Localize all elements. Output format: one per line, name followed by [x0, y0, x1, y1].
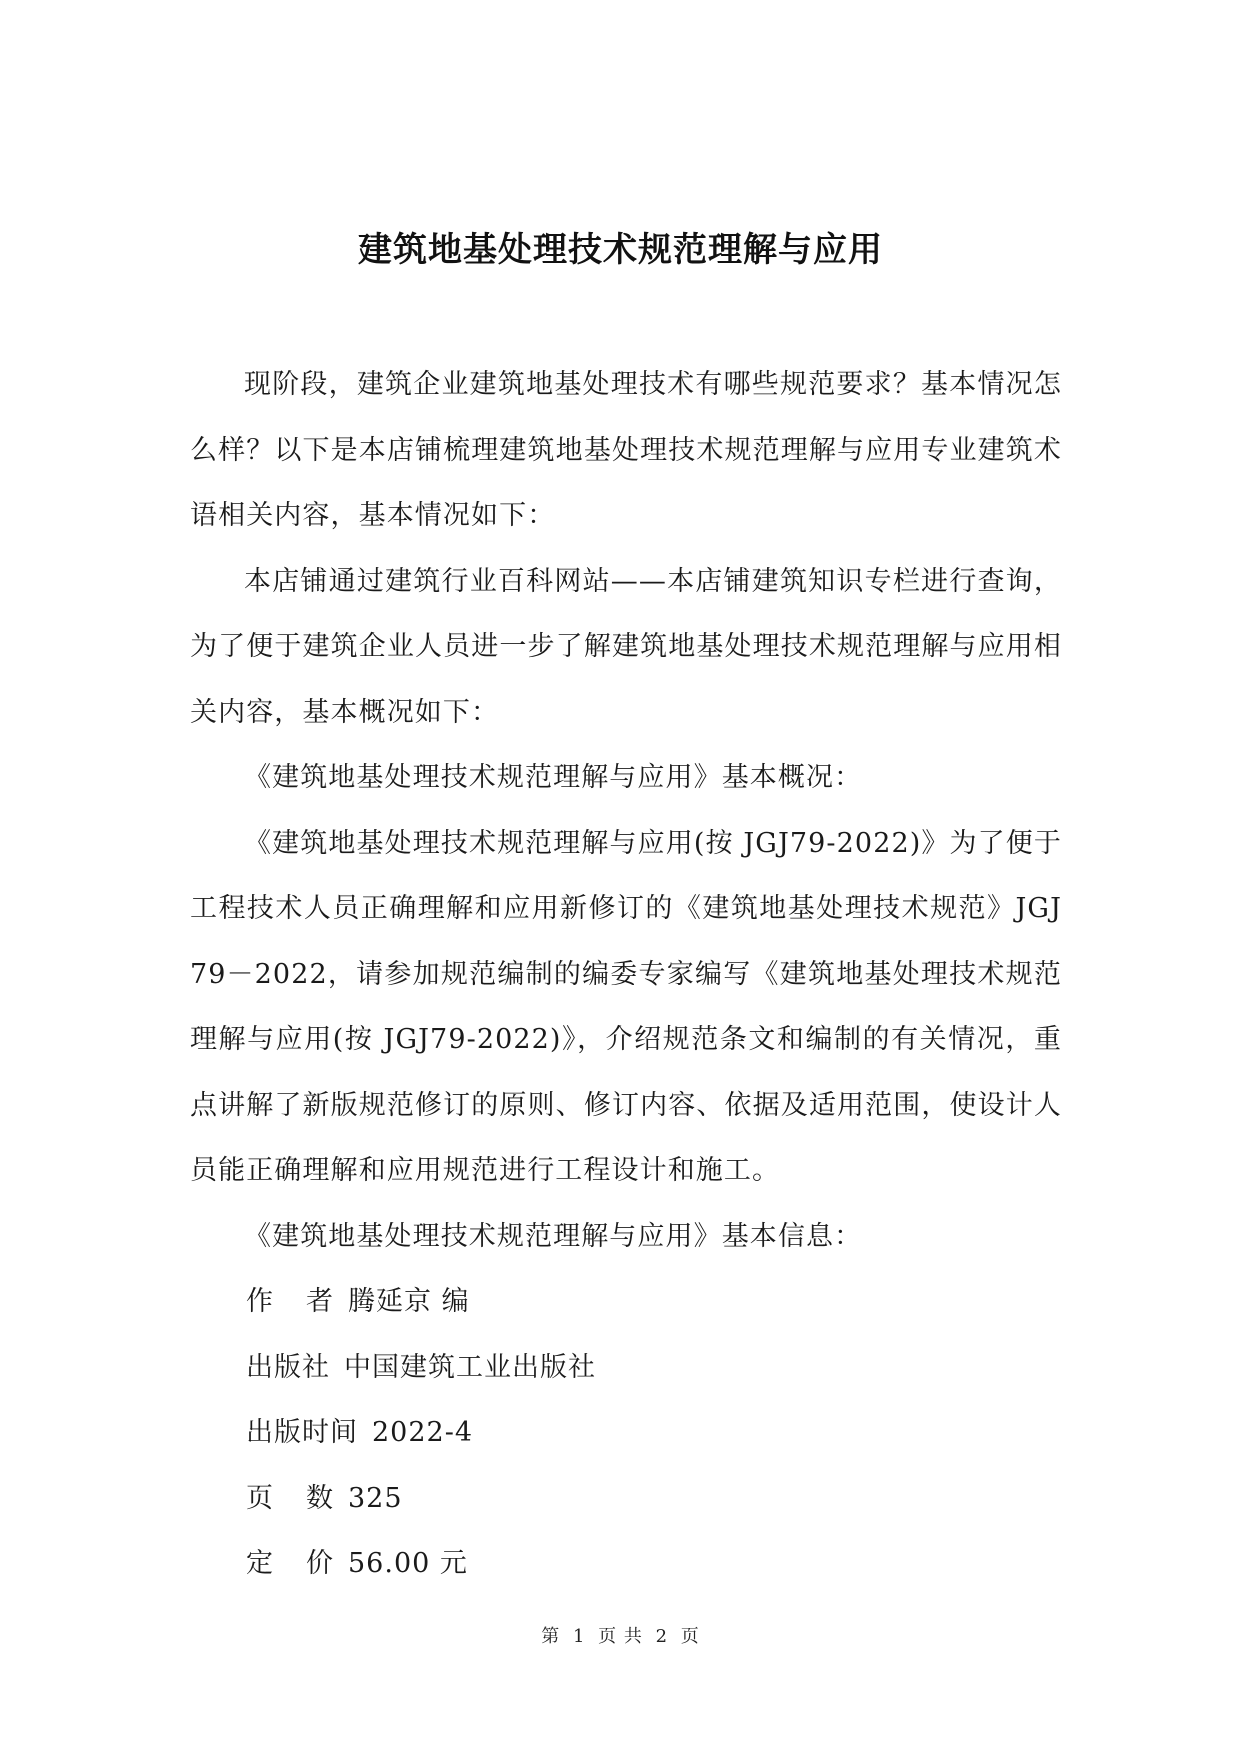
info-value-price: 56.00 元	[348, 1548, 468, 1579]
footer-prefix: 第	[541, 1626, 561, 1647]
info-label-author-char: 者	[306, 1286, 334, 1317]
info-label-author	[246, 1269, 334, 1335]
info-label-pages-char: 页	[246, 1482, 274, 1514]
info-row-pages	[190, 1466, 1062, 1532]
info-row-publisher	[190, 1335, 1062, 1401]
info-label-price-char: 定	[246, 1548, 274, 1579]
paragraph-source: 本店铺通过建筑行业百科网站——本店铺建筑知识专栏进行查询，为了便于建筑企业人员进一步了解建筑地基处理技术规范理解与应用相关内容，基本概况如下：	[190, 565, 1062, 728]
info-label-author-char: 作	[246, 1286, 274, 1317]
footer-middle: 页 共	[598, 1626, 643, 1647]
info-label-pages	[246, 1466, 334, 1532]
paragraph-info-heading: 《建筑地基处理技术规范理解与应用》基本信息：	[244, 1220, 863, 1252]
paragraph-overview-heading: 《建筑地基处理技术规范理解与应用》基本概况：	[244, 762, 863, 793]
footer-current-page: 1	[572, 1626, 586, 1647]
info-label-price	[246, 1531, 334, 1597]
info-value-publish-date: 2022-4	[372, 1417, 474, 1448]
info-label-price-char: 价	[306, 1548, 334, 1579]
page-title: 建筑地基处理技术规范理解与应用	[358, 230, 883, 270]
info-value-author: 腾延京 编	[348, 1286, 470, 1317]
footer-total-pages: 2	[655, 1626, 669, 1647]
page-footer	[0, 1622, 1241, 1648]
info-row-author	[190, 1269, 1062, 1335]
info-value-pages: 325	[348, 1482, 403, 1514]
info-value-publisher: 中国建筑工业出版社	[344, 1351, 596, 1383]
info-label-publish-date: 出版时间	[246, 1417, 358, 1448]
paragraph-intro: 现阶段，建筑企业建筑地基处理技术有哪些规范要求？基本情况怎么样？以下是本店铺梳理建筑地基处理技术规范理解与应用专业建筑术语相关内容，基本情况如下：	[190, 369, 1062, 531]
document-body	[190, 352, 1062, 1597]
info-row-publish-date	[190, 1400, 1062, 1466]
info-label-publisher: 出版社	[246, 1351, 330, 1383]
info-label-pages-char: 数	[306, 1482, 334, 1514]
paragraph-description: 《建筑地基处理技术规范理解与应用(按 JGJ79-2022)》为了便于工程技术人员正确理解和应用新修订的《建筑地基处理技术规范》JGJ 79－2022，请参加规范编制的编委专家编写《建筑地基处理技术规范理解与应用(按 JGJ79-2022)》，介绍规范条文和编制的有关情况，重点讲解了新版规范修订的原则、修订内容、依据及适用范围，使设计人员能正确理解和应用规范进行工程设计和施工。	[190, 827, 1062, 1186]
info-row-price	[190, 1531, 1062, 1597]
footer-suffix: 页	[680, 1626, 700, 1647]
